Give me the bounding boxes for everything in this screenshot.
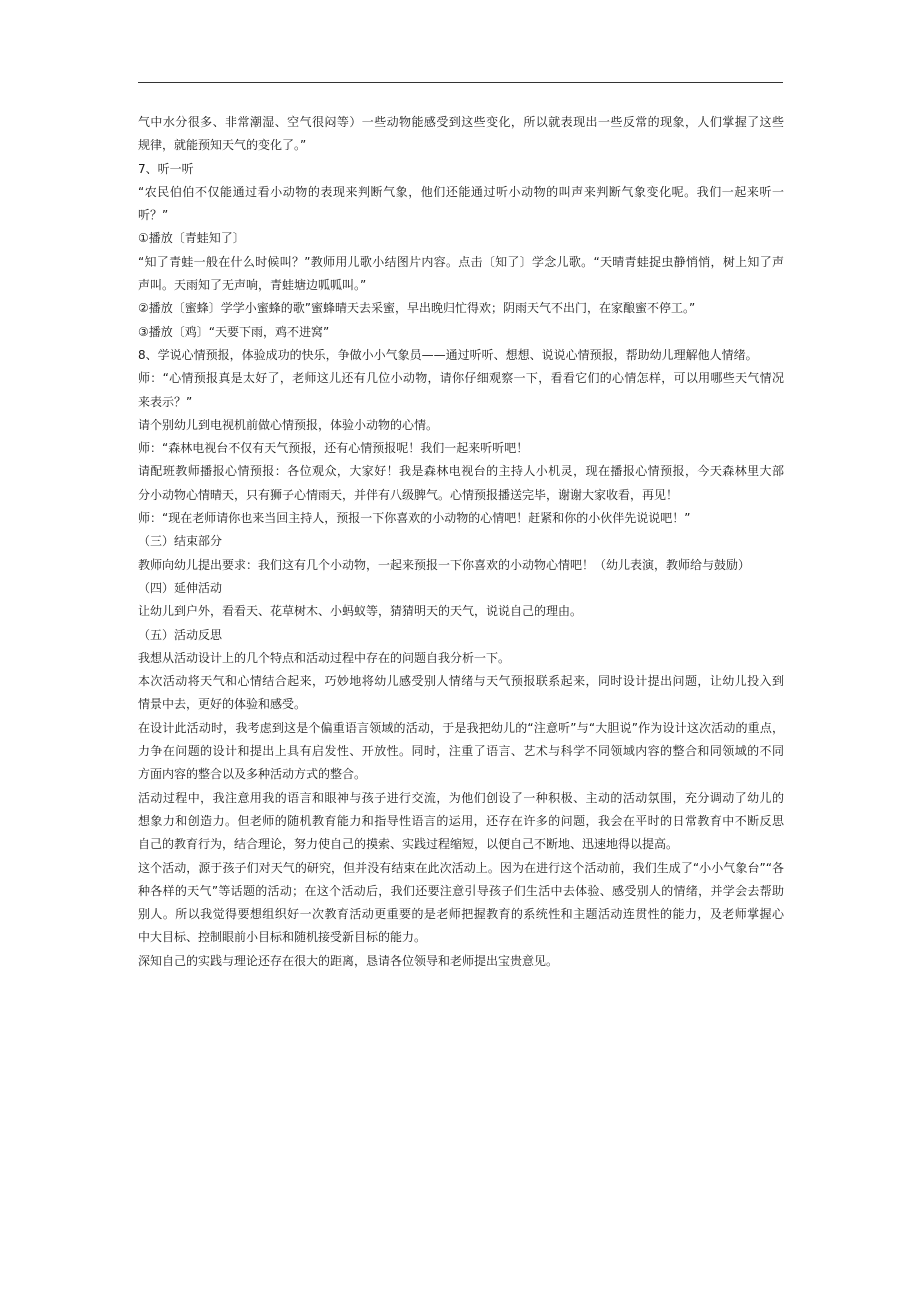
- text-line: 深知自己的实践与理论还存在很大的距离，恳请各位领导和老师提出宝贵意见。: [138, 953, 559, 968]
- text-line: 自己的教育行为，结合理论，努力使自己的摸索、实践过程缩短，以便自己不断地、迅速地得以提高。: [138, 837, 679, 852]
- text-line: 8、学说心情预报，体验成功的快乐，争做小小气象员——通过听听、想想、说说心情预报，帮助幼儿理解他人情绪。: [138, 347, 758, 362]
- text-line: 想象力和创造力。但老师的随机教育能力和指导性语言的运用，还存在许多的问题，我会在平时的日常教育中不断反思: [138, 813, 784, 828]
- text-line: 中大目标、控制眼前小目标和随机接受新目标的能力。: [138, 930, 427, 945]
- text-line: 让幼儿到户外，看看天、花草树木、小蚂蚁等，猜猜明天的天气，说说自己的理由。: [138, 604, 583, 619]
- text-line: ③播放〔鸡〕“天要下雨，鸡不进窝”: [138, 324, 330, 339]
- text-line: （五）活动反思: [138, 627, 223, 642]
- text-line: 来表示？”: [138, 394, 193, 409]
- text-line: “知了青蛙一般在什么时候叫？”教师用儿歌小结图片内容。点击〔知了〕学念儿歌。“天晴青蛙捉虫静悄悄，树上知了声: [138, 254, 784, 269]
- text-line: 师：“心情预报真是太好了，老师这儿还有几位小动物，请你仔细观察一下，看看它们的心情怎样，可以用哪些天气情况: [138, 371, 784, 386]
- text-line: 气中水分很多、非常潮湿、空气很闷等）一些动物能感受到这些变化，所以就表现出一些反常的现象，人们掌握了这些: [138, 115, 784, 129]
- text-line: ①播放〔青蛙知了〕: [138, 231, 245, 246]
- text-line: 方面内容的整合以及多种活动方式的整合。: [138, 767, 367, 782]
- text-line: 情景中去，更好的体验和感受。: [138, 697, 307, 712]
- text-line: 请配班教师播报心情预报：各位观众，大家好！我是森林电视台的主持人小机灵，现在播报心情预报，今天森林里大部: [138, 464, 784, 479]
- text-line: 我想从活动设计上的几个特点和活动过程中存在的问题自我分析一下。: [138, 650, 511, 665]
- text-line: 在设计此活动时，我考虑到这是个偏重语言领域的活动，于是我把幼儿的“注意听”与“大胆说”作为设计这次活动的重点，: [138, 720, 784, 735]
- text-line: 听？”: [138, 208, 169, 223]
- text-line: 师：“森林电视台不仅有天气预报，还有心情预报呢！我们一起来听听吧！: [138, 441, 529, 456]
- text-line: 力争在问题的设计和提出上具有启发性、开放性。同时，注重了语言、艺术与科学不同领域内容的整合和同领域的不同: [138, 744, 784, 759]
- text-line: 7、听一听: [138, 161, 194, 176]
- text-line: （四）延伸活动: [138, 580, 223, 595]
- text-line: 教师向幼儿提出要求：我们这有几个小动物，一起来预报一下你喜欢的小动物心情吧！（幼儿表演，教师给与鼓励）: [138, 557, 751, 572]
- text-line: 别人。所以我觉得要想组织好一次教育活动更重要的是老师把握教育的系统性和主题活动连贯性的能力，及老师掌握心: [138, 907, 784, 922]
- text-line: 这个活动，源于孩子们对天气的研究，但并没有结束在此次活动上。因为在进行这个活动前，我们生成了“小小气象台”“各: [138, 860, 784, 875]
- text-line: 本次活动将天气和心情结合起来，巧妙地将幼儿感受别人情绪与天气预报联系起来，同时设计提出问题，让幼儿投入到: [138, 674, 784, 689]
- text-line: 活动过程中，我注意用我的语言和眼神与孩子进行交流，为他们创设了一种积极、主动的活动氛围，充分调动了幼儿的: [138, 790, 784, 805]
- text-line: 请个别幼儿到电视机前做心情预报，体验小动物的心情。: [138, 417, 439, 432]
- text-line: 分小动物心情晴天，只有狮子心情雨天，并伴有八级脾气。心情预报播送完毕，谢谢大家收看，再见！: [138, 487, 679, 502]
- text-line: “农民伯伯不仅能通过看小动物的表现来判断气象，他们还能通过听小动物的叫声来判断气象变化呢。我们一起来听一: [138, 184, 784, 199]
- text-line: 规律，就能预知天气的变化了。”: [138, 138, 307, 153]
- text-line: 声叫。天雨知了无声响，青蛙塘边呱呱叫。”: [138, 278, 367, 293]
- text-line: （三）结束部分: [138, 534, 223, 549]
- text-line: ②播放〔蜜蜂〕学学小蜜蜂的歌”蜜蜂晴天去采蜜，早出晚归忙得欢；阴雨天气不出门，在家酿蜜不停工。”: [138, 301, 696, 316]
- header-rule: [138, 82, 783, 83]
- document-body: [138, 111, 784, 973]
- text-line: 种各样的天气”等话题的活动；在这个活动后，我们还要注意引导孩子们生活中去体验、感受别人的情绪，并学会去帮助: [138, 883, 784, 898]
- text-line: 师：“现在老师请你也来当回主持人，预报一下你喜欢的小动物的心情吧！赶紧和你的小伙伴先说说吧！”: [138, 511, 691, 526]
